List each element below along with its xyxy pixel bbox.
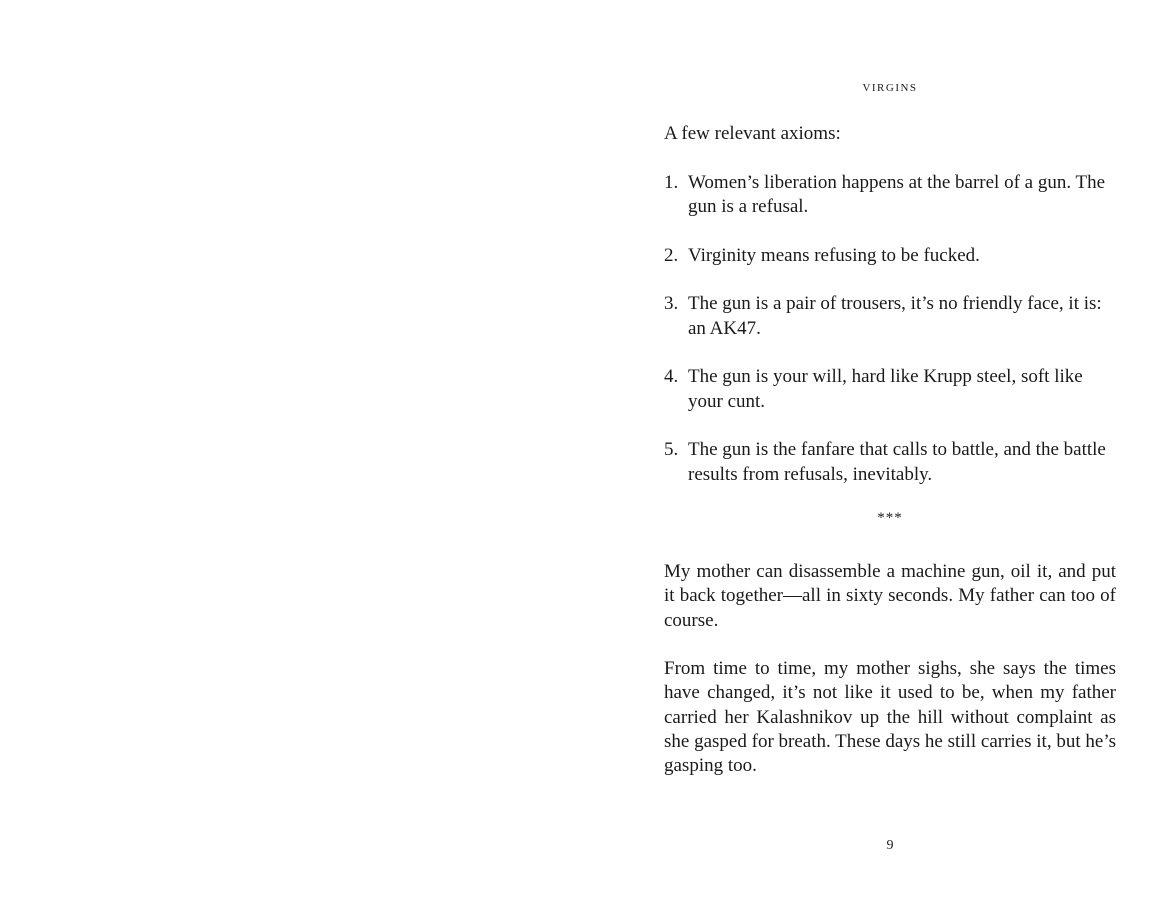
axiom-item — [664, 292, 1116, 341]
axiom-text: The gun is the fanfare that calls to battle, and the battle results from refusals, inevitably. — [688, 439, 1106, 485]
axiom-list — [664, 171, 1116, 511]
page-number: 9 — [886, 838, 894, 853]
axiom-number: 2. — [664, 244, 679, 266]
axiom-item — [664, 438, 1116, 487]
body-paragraph: My mother can disassemble a machine gun, oil it, and put it back together—all in sixty seconds. My father can too of course. — [664, 561, 1116, 631]
axiom-number: 1. — [664, 172, 679, 193]
axiom-text: The gun is a pair of trousers, it’s no friendly face, it is: an AK47. — [688, 293, 1102, 339]
axiom-text: The gun is your will, hard like Krupp steel, soft like your cunt. — [688, 366, 1083, 412]
axiom-item — [664, 171, 1116, 220]
axiom-text: Virginity means refusing to be fucked. — [688, 244, 980, 266]
axiom-item — [664, 244, 1116, 268]
axiom-text: Women’s liberation happens at the barrel of a gun. The gun is a refusal. — [688, 172, 1106, 218]
axiom-item — [664, 365, 1116, 414]
axiom-number: 5. — [664, 439, 679, 461]
axiom-number: 3. — [664, 293, 679, 315]
chapter-title: virgins — [862, 78, 918, 95]
axiom-number: 4. — [664, 366, 679, 388]
section-separator: *** — [877, 510, 903, 526]
right-page — [664, 0, 1116, 903]
body-paragraph: From time to time, my mother sighs, she says the times have changed, it’s not like it used to be, when my father carried her Kalashnikov up the hill without complaint as she gasped for breath. These days he still carries it, but he’s gasping too. — [664, 658, 1116, 777]
intro-text: A few relevant axioms: — [664, 123, 841, 144]
